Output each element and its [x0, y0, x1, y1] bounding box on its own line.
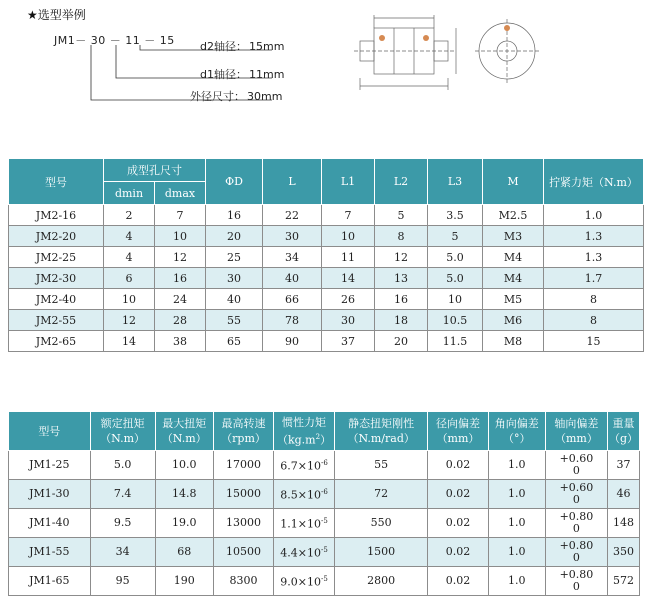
- cell-dmax: 38: [155, 331, 206, 352]
- header-l2: L2: [375, 159, 428, 205]
- cell-l3: 10.5: [428, 310, 483, 331]
- cell-inertia-base: 9.0×10: [280, 575, 321, 589]
- header-inertia-unit-a: （kg.m: [276, 433, 316, 447]
- cell-l3: 10: [428, 289, 483, 310]
- cell-phi-d: 30: [206, 268, 263, 289]
- header-dmin: dmin: [104, 182, 155, 205]
- cell-l2: 8: [375, 226, 428, 247]
- cell-m: M6: [483, 310, 544, 331]
- cell-l: 30: [263, 226, 322, 247]
- header-max-speed-unit: （rpm）: [221, 432, 266, 445]
- table-row: [9, 310, 644, 331]
- callout-d2: [200, 38, 284, 54]
- cell-axial-lower: 0: [572, 580, 580, 593]
- cell-axial: [545, 567, 607, 596]
- cell-weight: 148: [607, 509, 639, 538]
- cell-model: JM2-40: [9, 289, 104, 310]
- cell-phi-d: 55: [206, 310, 263, 331]
- cell-radial: 0.02: [428, 509, 488, 538]
- cell-axial-lower: 0: [572, 464, 580, 477]
- cell-m: M4: [483, 247, 544, 268]
- cell-dmax: 16: [155, 268, 206, 289]
- cell-l2: 5: [375, 205, 428, 226]
- header-inertia-unit: [275, 430, 333, 448]
- header-stiffness-unit: （N.m/rad）: [347, 432, 415, 445]
- header-weight-label: 重量: [612, 417, 635, 430]
- header-torque: 拧紧力矩（N.m）: [544, 159, 644, 205]
- table-row: [9, 451, 640, 480]
- cell-m: M3: [483, 226, 544, 247]
- cell-l1: 37: [322, 331, 375, 352]
- header-max-speed: [213, 412, 273, 451]
- header-axial: [545, 412, 607, 451]
- cell-torque: 1.3: [544, 247, 644, 268]
- callout-outer-diameter: [190, 88, 282, 104]
- header-model: 型号: [9, 412, 91, 451]
- header-l3: L3: [428, 159, 483, 205]
- cell-axial: [545, 451, 607, 480]
- cell-inertia-exponent: -5: [320, 546, 328, 555]
- header-stiffness: [334, 412, 428, 451]
- cell-axial-upper: +0.60: [559, 452, 594, 465]
- header-weight-unit: （g）: [608, 432, 638, 445]
- cell-stiffness: 550: [334, 509, 428, 538]
- header-dmax: dmax: [155, 182, 206, 205]
- callout-d1-value: 11mm: [248, 68, 285, 81]
- cell-phi-d: 20: [206, 226, 263, 247]
- cell-l: 40: [263, 268, 322, 289]
- cell-max-torque: 68: [155, 538, 213, 567]
- coupling-technical-drawing: [352, 8, 552, 98]
- cell-torque: 8: [544, 289, 644, 310]
- cell-dmax: 12: [155, 247, 206, 268]
- cell-axial-lower: 0: [572, 493, 580, 506]
- table-row: [9, 289, 644, 310]
- cell-l3: 5: [428, 226, 483, 247]
- cell-inertia-exponent: -5: [320, 517, 328, 526]
- cell-max-speed: 17000: [213, 451, 273, 480]
- header-l: L: [263, 159, 322, 205]
- cell-dmin: 12: [104, 310, 155, 331]
- cell-weight: 46: [607, 480, 639, 509]
- cell-inertia: [274, 480, 335, 509]
- cell-stiffness: 55: [334, 451, 428, 480]
- cell-stiffness: 2800: [334, 567, 428, 596]
- cell-l: 22: [263, 205, 322, 226]
- cell-radial: 0.02: [428, 451, 488, 480]
- header-max-torque-unit: （N.m）: [161, 432, 207, 445]
- cell-dmin: 10: [104, 289, 155, 310]
- header-radial-label: 径向偏差: [436, 417, 480, 430]
- cell-angular: 1.0: [488, 480, 545, 509]
- table-row: [9, 226, 644, 247]
- cell-torque: 8: [544, 310, 644, 331]
- cell-axial-lower: 0: [572, 551, 580, 564]
- cell-max-speed: 8300: [213, 567, 273, 596]
- header-bore-group: 成型孔尺寸: [104, 159, 206, 182]
- cell-rated-torque: 34: [90, 538, 155, 567]
- cell-model: JM1-25: [9, 451, 91, 480]
- cell-model: JM2-65: [9, 331, 104, 352]
- header-angular-label: 角向偏差: [494, 417, 539, 430]
- callout-d1: [200, 66, 284, 82]
- cell-inertia-exponent: -6: [320, 459, 328, 468]
- cell-torque: 1.3: [544, 226, 644, 247]
- cell-weight: 572: [607, 567, 639, 596]
- cell-model: JM1-30: [9, 480, 91, 509]
- header-rated-torque-unit: （N.m）: [100, 432, 146, 445]
- selection-title: ★选型举例: [27, 8, 86, 22]
- cell-model: JM2-55: [9, 310, 104, 331]
- header-rated-torque-label: 额定扭矩: [100, 417, 145, 430]
- cell-max-torque: 14.8: [155, 480, 213, 509]
- header-radial: [428, 412, 488, 451]
- cell-l1: 11: [322, 247, 375, 268]
- cell-l1: 7: [322, 205, 375, 226]
- cell-inertia: [274, 509, 335, 538]
- callout-od-label: 外径尺寸：: [190, 90, 245, 103]
- header-max-torque-label: 最大扭矩: [162, 417, 207, 430]
- cell-inertia-base: 6.7×10: [280, 459, 321, 473]
- cell-max-torque: 10.0: [155, 451, 213, 480]
- cell-dmax: 7: [155, 205, 206, 226]
- cell-dmax: 24: [155, 289, 206, 310]
- cell-stiffness: 72: [334, 480, 428, 509]
- table-row: [9, 567, 640, 596]
- cell-axial-upper: +0.80: [559, 568, 594, 581]
- header-weight: [607, 412, 639, 451]
- header-max-speed-label: 最高转速: [221, 417, 266, 430]
- cell-l2: 18: [375, 310, 428, 331]
- table-row: [9, 247, 644, 268]
- cell-l3: 11.5: [428, 331, 483, 352]
- cell-torque: 15: [544, 331, 644, 352]
- cell-max-torque: 190: [155, 567, 213, 596]
- cell-inertia: [274, 451, 335, 480]
- cell-l2: 12: [375, 247, 428, 268]
- header-axial-label: 轴向偏差: [554, 417, 599, 430]
- cell-stiffness: 1500: [334, 538, 428, 567]
- cell-axial: [545, 480, 607, 509]
- cell-max-speed: 10500: [213, 538, 273, 567]
- callout-d2-value: 15mm: [248, 40, 285, 53]
- cell-weight: 37: [607, 451, 639, 480]
- cell-l: 78: [263, 310, 322, 331]
- table-row: [9, 268, 644, 289]
- cell-m: M5: [483, 289, 544, 310]
- cell-l3: 5.0: [428, 268, 483, 289]
- header-model: 型号: [9, 159, 104, 205]
- cell-m: M8: [483, 331, 544, 352]
- cell-l3: 5.0: [428, 247, 483, 268]
- cell-phi-d: 65: [206, 331, 263, 352]
- cell-l2: 20: [375, 331, 428, 352]
- cell-inertia: [274, 567, 335, 596]
- cell-angular: 1.0: [488, 538, 545, 567]
- cell-torque: 1.7: [544, 268, 644, 289]
- cell-inertia: [274, 538, 335, 567]
- cell-dmax: 10: [155, 226, 206, 247]
- cell-angular: 1.0: [488, 567, 545, 596]
- callout-od-value: 30mm: [247, 90, 283, 103]
- cell-max-speed: 15000: [213, 480, 273, 509]
- cell-inertia-base: 1.1×10: [280, 517, 321, 531]
- cell-model: JM2-25: [9, 247, 104, 268]
- bore-size-table-body: [9, 205, 644, 352]
- cell-radial: 0.02: [428, 480, 488, 509]
- cell-phi-d: 25: [206, 247, 263, 268]
- header-inertia: [274, 412, 335, 451]
- table-row: [9, 509, 640, 538]
- table-row: [9, 331, 644, 352]
- cell-m: M2.5: [483, 205, 544, 226]
- header-radial-unit: （mm）: [436, 432, 480, 445]
- header-axial-unit: （mm）: [554, 432, 598, 445]
- cell-l1: 10: [322, 226, 375, 247]
- cell-m: M4: [483, 268, 544, 289]
- cell-l1: 30: [322, 310, 375, 331]
- cell-model: JM1-55: [9, 538, 91, 567]
- header-phi-d: ΦD: [206, 159, 263, 205]
- cell-axial-upper: +0.80: [559, 539, 594, 552]
- cell-dmin: 6: [104, 268, 155, 289]
- header-inertia-unit-sup: 2: [315, 432, 321, 441]
- cell-inertia-base: 4.4×10: [280, 546, 321, 560]
- header-angular: [488, 412, 545, 451]
- cell-rated-torque: 95: [90, 567, 155, 596]
- cell-angular: 1.0: [488, 509, 545, 538]
- cell-rated-torque: 5.0: [90, 451, 155, 480]
- cell-l: 66: [263, 289, 322, 310]
- header-l1: L1: [322, 159, 375, 205]
- cell-axial-upper: +0.60: [559, 481, 594, 494]
- cell-model: JM1-65: [9, 567, 91, 596]
- cell-inertia-exponent: -5: [320, 575, 328, 584]
- table-row: [9, 480, 640, 509]
- cell-model: JM2-16: [9, 205, 104, 226]
- cell-l: 90: [263, 331, 322, 352]
- cell-model: JM2-30: [9, 268, 104, 289]
- cell-model: JM2-20: [9, 226, 104, 247]
- cell-phi-d: 16: [206, 205, 263, 226]
- performance-table: [8, 411, 640, 596]
- cell-dmax: 28: [155, 310, 206, 331]
- cell-phi-d: 40: [206, 289, 263, 310]
- cell-l1: 14: [322, 268, 375, 289]
- cell-dmin: 4: [104, 247, 155, 268]
- cell-dmin: 4: [104, 226, 155, 247]
- performance-table-body: [9, 451, 640, 596]
- cell-model: JM1-40: [9, 509, 91, 538]
- cell-max-torque: 19.0: [155, 509, 213, 538]
- cell-radial: 0.02: [428, 567, 488, 596]
- cell-weight: 350: [607, 538, 639, 567]
- cell-l2: 13: [375, 268, 428, 289]
- table-row: [9, 538, 640, 567]
- cell-l3: 3.5: [428, 205, 483, 226]
- cell-l: 34: [263, 247, 322, 268]
- callout-d2-label: d2轴径：: [200, 40, 247, 53]
- cell-torque: 1.0: [544, 205, 644, 226]
- cell-dmin: 14: [104, 331, 155, 352]
- cell-inertia-base: 8.5×10: [280, 488, 321, 502]
- cell-axial: [545, 509, 607, 538]
- callout-d1-label: d1轴径：: [200, 68, 247, 81]
- cell-axial: [545, 538, 607, 567]
- cell-angular: 1.0: [488, 451, 545, 480]
- model-code-example: JM1－ 30 － 11 － 15: [54, 34, 175, 47]
- header-m: M: [483, 159, 544, 205]
- cell-max-speed: 13000: [213, 509, 273, 538]
- table-row: [9, 205, 644, 226]
- cell-rated-torque: 9.5: [90, 509, 155, 538]
- header-inertia-unit-b: ）: [320, 433, 332, 447]
- cell-dmin: 2: [104, 205, 155, 226]
- cell-axial-upper: +0.80: [559, 510, 594, 523]
- header-rated-torque: [90, 412, 155, 451]
- bore-size-table: [8, 158, 644, 352]
- header-stiffness-label: 静态扭矩刚性: [348, 417, 415, 430]
- cell-rated-torque: 7.4: [90, 480, 155, 509]
- cell-axial-lower: 0: [572, 522, 580, 535]
- cell-radial: 0.02: [428, 538, 488, 567]
- cell-l1: 26: [322, 289, 375, 310]
- header-inertia-label: 惯性力矩: [282, 415, 326, 429]
- cell-l2: 16: [375, 289, 428, 310]
- cell-inertia-exponent: -6: [320, 488, 328, 497]
- header-angular-unit: （°）: [502, 432, 531, 445]
- header-max-torque: [155, 412, 213, 451]
